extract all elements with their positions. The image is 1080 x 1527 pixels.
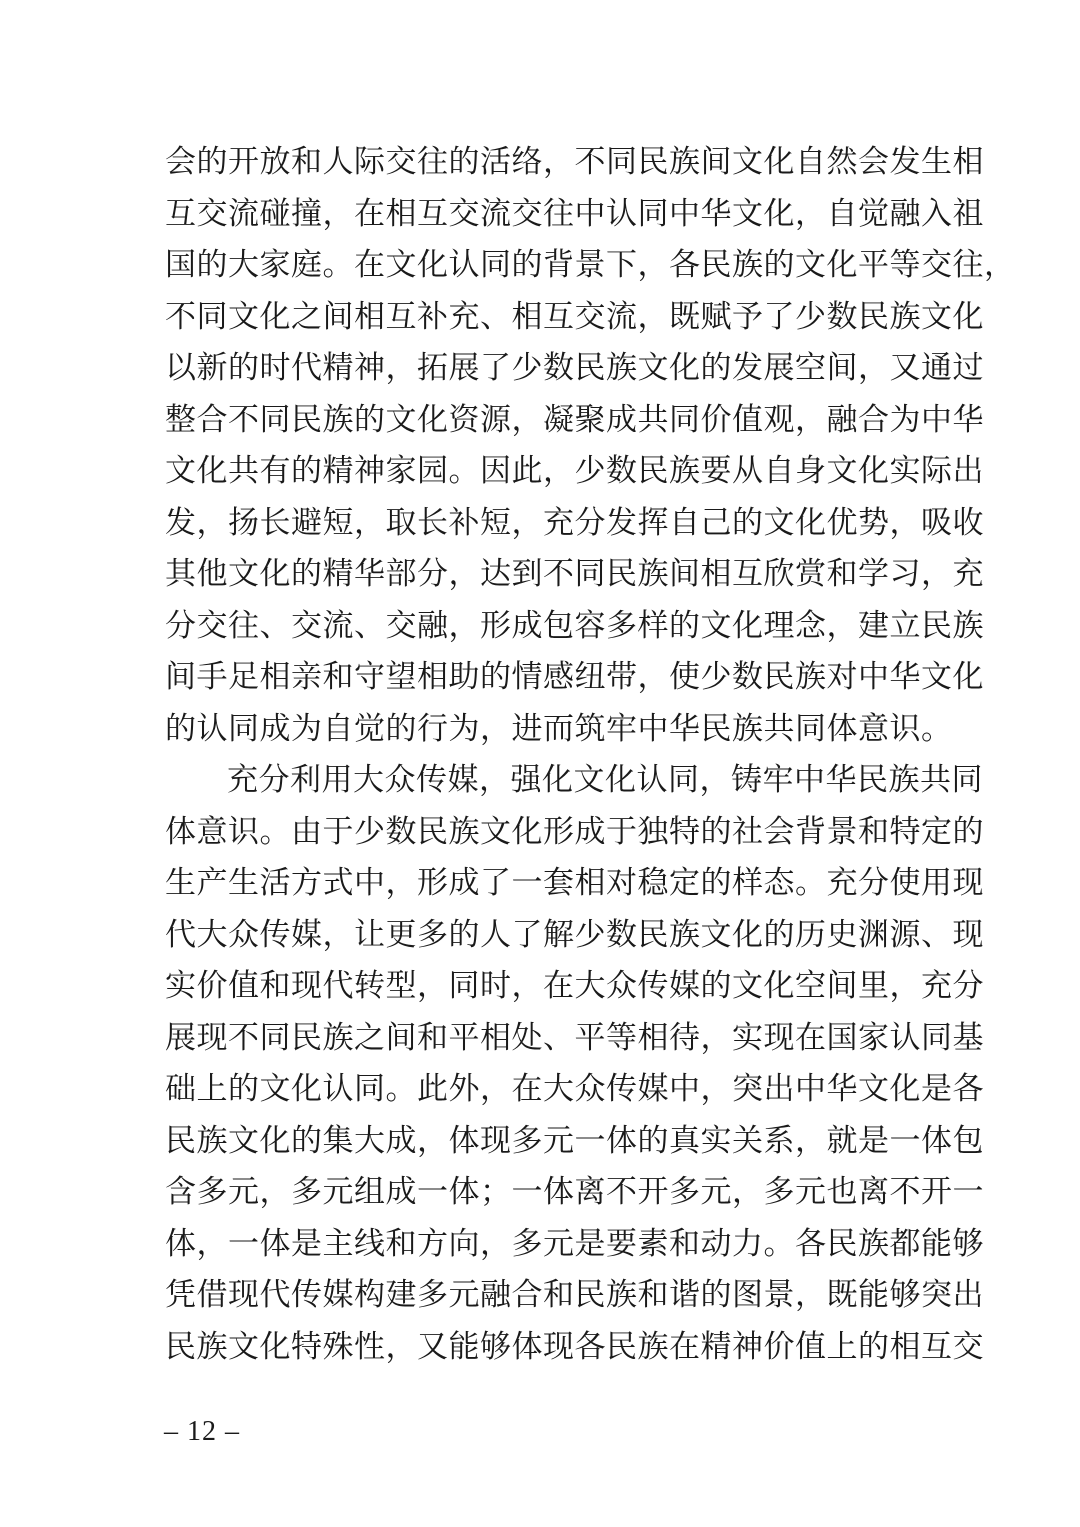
paragraph-start-line: 充分利用大众传媒，强化文化认同，铸牢中华民族共同: [227, 762, 983, 798]
text-line: 不同文化之间相互补充、相互交流，既赋予了少数民族文化: [165, 298, 984, 335]
text-line: 凭借现代传媒构建多元融合和民族和谐的图景，既能够突出: [165, 1277, 984, 1313]
text-line: 含多元，多元组成一体；一体离不开多元，多元也离不开一: [165, 1174, 984, 1210]
text-line: 体，一体是主线和方向，多元是要素和动力。各民族都能够: [165, 1225, 984, 1262]
text-line: 生产生活方式中，形成了一套相对稳定的样态。充分使用现: [165, 865, 984, 901]
text-line: 间手足相亲和守望相助的情感纽带，使少数民族对中华文化: [165, 659, 984, 695]
text-line: 体意识。由于少数民族文化形成于独特的社会背景和特定的: [165, 813, 984, 850]
text-line: 其他文化的精华部分，达到不同民族间相互欣赏和学习，充: [165, 556, 984, 592]
text-line: 民族文化特殊性，又能够体现各民族在精神价值上的相互交: [165, 1328, 984, 1365]
text-line: 国的大家庭。在文化认同的背景下，各民族的文化平等交往，: [165, 247, 1016, 283]
text-line: 以新的时代精神，拓展了少数民族文化的发展空间，又通过: [165, 350, 984, 386]
text-line: 发，扬长避短，取长补短，充分发挥自己的文化优势，吸收: [165, 504, 984, 541]
text-line: 代大众传媒，让更多的人了解少数民族文化的历史渊源、现: [165, 916, 984, 953]
text-line: 展现不同民族之间和平相处、平等相待，实现在国家认同基: [165, 1019, 984, 1056]
text-line: 文化共有的精神家园。因此，少数民族要从自身文化实际出: [165, 453, 984, 489]
text-line: 实价值和现代转型，同时，在大众传媒的文化空间里，充分: [165, 968, 984, 1004]
text-line: 民族文化的集大成，体现多元一体的真实关系，就是一体包: [165, 1122, 984, 1159]
text-line: 分交往、交流、交融，形成包容多样的文化理念，建立民族: [165, 607, 984, 644]
page-number: – 12 –: [164, 1416, 240, 1447]
body-text: [165, 137, 1016, 1373]
text-line: 整合不同民族的文化资源，凝聚成共同价值观，融合为中华: [165, 401, 984, 438]
text-line: 会的开放和人际交往的活络，不同民族间文化自然会发生相: [165, 144, 984, 180]
text-line: 础上的文化认同。此外，在大众传媒中，突出中华文化是各: [165, 1071, 984, 1107]
paragraph-end-line: 的认同成为自觉的行为，进而筑牢中华民族共同体意识。: [165, 710, 953, 747]
text-line: 互交流碰撞，在相互交流交往中认同中华文化，自觉融入祖: [165, 195, 984, 232]
